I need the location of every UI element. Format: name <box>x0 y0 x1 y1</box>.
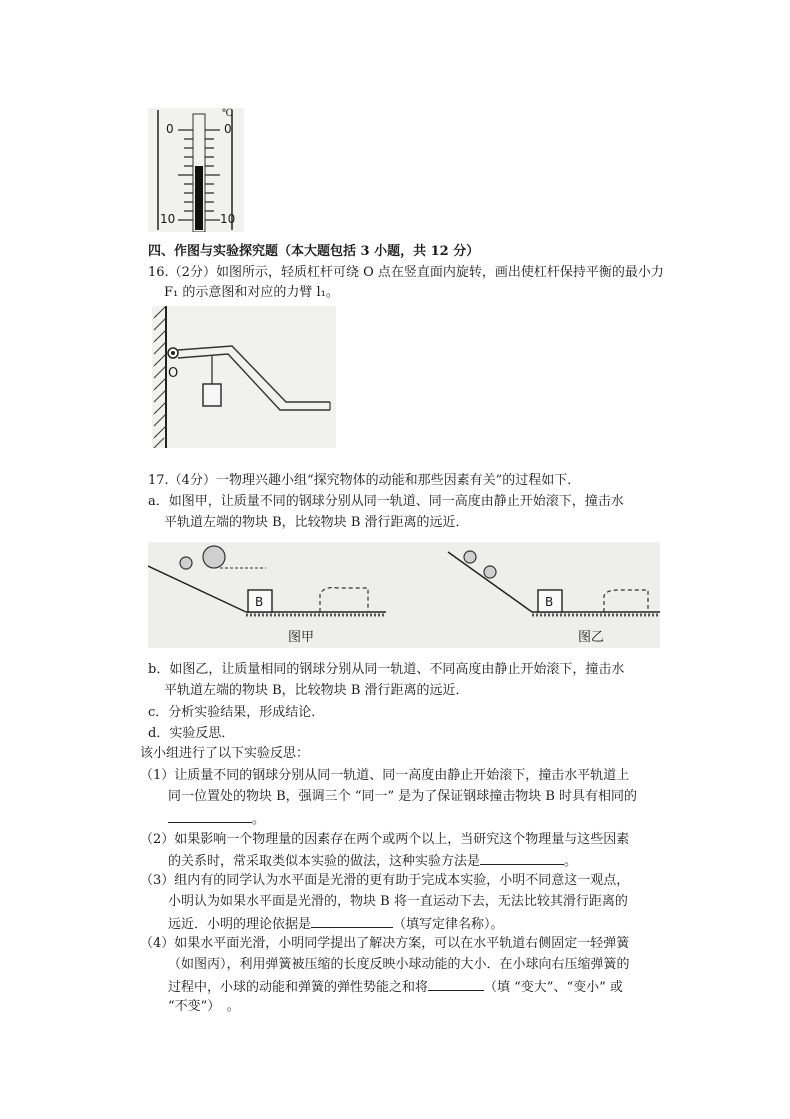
ramp-figure <box>148 542 660 648</box>
q16-line-2: F₁ 的示意图和对应的力臂 l₁。 <box>164 285 339 300</box>
thermometer-right-top-label: 0 <box>224 122 232 136</box>
thermometer-figure <box>148 108 244 232</box>
q17-part1-line-2: 同一位置处的物块 B，强调三个 “同一” 是为了保证钢球撞击物块 B 时具有相同的 <box>168 789 638 804</box>
q17-d-line: d．实验反思． <box>148 726 235 741</box>
q17-part2-line-1: （2）如果影响一个物理量的因素存在两个或两个以上，当研究这个物理量与这些因素 <box>140 832 630 847</box>
thermometer-left-bottom-label: 10 <box>160 212 176 226</box>
q17-part1-line-1: （1）让质量不同的钢球分别从同一轨道、同一高度由静止开始滚下，撞击水平轨道上 <box>140 768 630 783</box>
q17-part3-text: 远近．小明的理论依据是 <box>168 917 312 932</box>
answer-blank-4[interactable] <box>428 977 484 991</box>
q17-reflect-line: 该小组进行了以下实验反思： <box>140 746 310 761</box>
q17-part3-line-2: 小明认为如果水平面是光滑的，物块 B 将一直运动下去，无法比较其滑行距离的 <box>168 894 628 909</box>
q17-part4-line-1: （4）如果水平面光滑，小明同学提出了解决方案，可以在水平轨道右侧固定一轻弹簧 <box>140 936 630 951</box>
thermometer-unit: ℃ <box>222 108 234 119</box>
q16-line-1: 16.（2分）如图所示，轻质杠杆可绕 O 点在竖直面内旋转，画出使杠杆保持平衡的最小力 <box>148 265 664 280</box>
q17-part4-line-4: “不变”） 。 <box>168 999 240 1014</box>
q17-b-line-2: 平轨道左端的物块 B，比较物块 B 滑行距离的远近． <box>164 683 469 698</box>
q17-part4-line-3 <box>168 977 623 997</box>
thermometer-left-top-label: 0 <box>166 122 174 136</box>
q17-part4-line-2: （如图丙），利用弹簧被压缩的长度反映小球动能的大小．在小球向右压缩弹簧的 <box>168 957 630 972</box>
figure-caption-jia: 图甲 <box>288 630 315 645</box>
answer-blank-2[interactable] <box>480 851 564 865</box>
pivot-label: O <box>168 366 179 381</box>
q17-c-line: c．分析实验结果，形成结论． <box>148 705 325 720</box>
block-label-yi: B <box>545 595 554 609</box>
q17-part2-end: 。 <box>564 854 578 869</box>
q17-b-line-1: b．如图乙，让质量相同的钢球分别从同一轨道、不同高度由静止开始滚下，撞击水 <box>148 662 625 677</box>
q17-a-line-2: 平轨道左端的物块 B，比较物块 B 滑行距离的远近． <box>164 515 469 530</box>
lever-diagram <box>152 306 336 448</box>
q17-a-line-1: a．如图甲，让质量不同的钢球分别从同一轨道、同一高度由静止开始滚下，撞击水 <box>148 494 624 509</box>
figure-caption-yi: 图乙 <box>578 630 605 645</box>
q17-part3-line-1: （3）组内有的同学认为水平面是光滑的更有助于完成本实验，小明不同意这一观点， <box>140 873 630 888</box>
block-label-jia: B <box>255 595 264 609</box>
section-title: 四、作图与实验探究题（本大题包括 3 小题，共 12 分） <box>148 244 480 259</box>
q17-part4-text: 过程中，小球的动能和弹簧的弹性势能之和将 <box>168 980 429 995</box>
q17-part4-end: （填 “变大”、“变小” 或 <box>484 980 623 995</box>
lever-figure <box>152 306 336 448</box>
q17-part2-line-2 <box>168 851 577 871</box>
q17-part3-end: （填写定律名称）。 <box>393 917 504 932</box>
q17-part1-line-3 <box>168 809 265 829</box>
q17-part3-line-3 <box>168 914 504 934</box>
q17-part1-end: 。 <box>252 812 266 827</box>
q17-part2-text: 的关系时，常采取类似本实验的做法，这种实验方法是 <box>168 854 481 869</box>
thermometer-right-bottom-label: 10 <box>220 212 236 226</box>
q17-intro: 17.（4分）一物理兴趣小组“探究物体的动能和那些因素有关”的过程如下． <box>148 473 581 488</box>
answer-blank-3[interactable] <box>311 914 393 928</box>
answer-blank-1[interactable] <box>168 809 252 823</box>
